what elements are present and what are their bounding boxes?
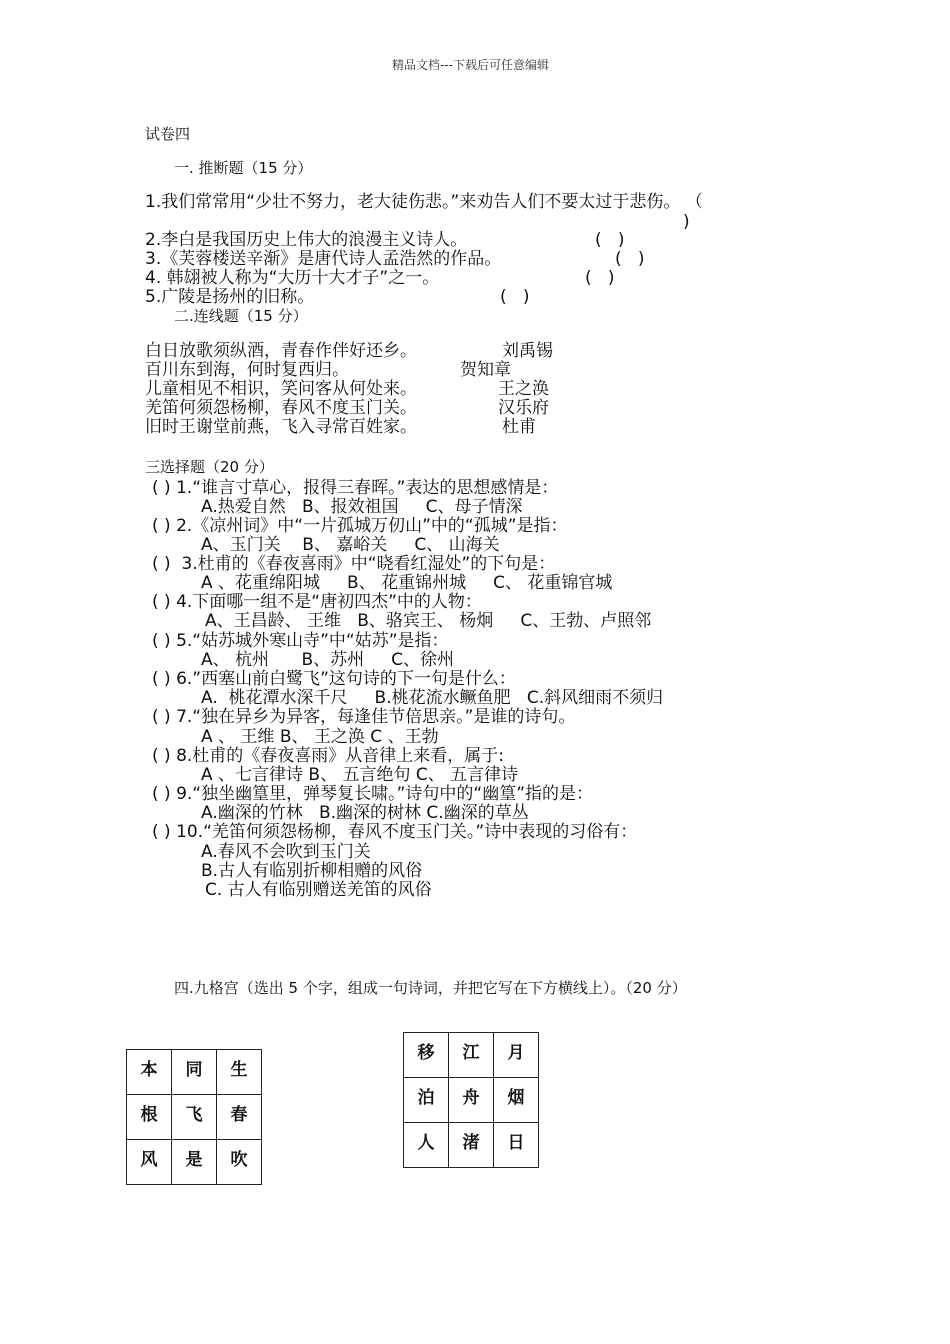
grid-cell: 飞: [172, 1095, 217, 1140]
choice-question: ( ) 3.杜甫的《春夜喜雨》中“晓看红湿处”的下句是：: [152, 554, 556, 574]
choice-options: A 、花重绵阳城 B、 花重锦州城 C、 花重锦官城: [201, 573, 613, 593]
choice-options: A.幽深的竹林 B.幽深的树林 C.幽深的草丛: [201, 803, 529, 823]
grid-cell: 日: [494, 1123, 539, 1168]
section1-heading: 一. 推断题（15 分）: [174, 159, 313, 177]
match-poem-line: 儿童相见不相识，笑问客从何处来。: [145, 379, 417, 399]
section4-heading: 四.九格宫（选出 5 个字，组成一句诗词，并把它写在下方横线上）。（20 分）: [174, 979, 687, 997]
grid-row: [127, 1095, 262, 1140]
match-author: 汉乐府: [498, 398, 549, 418]
section3-heading: 三选择题（20 分）: [145, 458, 274, 476]
match-author: 贺知章: [460, 360, 511, 380]
grid-cell: 烟: [494, 1078, 539, 1123]
grid-cell: 人: [404, 1123, 449, 1168]
grid-row: [404, 1078, 539, 1123]
grid-cell: 根: [127, 1095, 172, 1140]
choice-question: ( ) 9.“独坐幽篁里，弹琴复长啸。”诗句中的“幽篁”指的是：: [152, 784, 594, 804]
section1-q2: 2.李白是我国历史上伟大的浪漫主义诗人。: [145, 230, 468, 250]
choice-options: A、 杭州 B、苏州 C、徐州: [201, 650, 455, 670]
choice-question: ( ) 6.”西塞山前白鹭飞”这句诗的下一句是什么：: [152, 669, 516, 689]
page-header: 精品文档---下载后可任意编辑: [392, 58, 549, 72]
grid-row: [404, 1123, 539, 1168]
grid-cell: 同: [172, 1050, 217, 1095]
choice-options: A、玉门关 B、 嘉峪关 C、 山海关: [201, 535, 500, 555]
grid-row: [127, 1140, 262, 1185]
choice-options: A 、七言律诗 B、 五言绝句 C、 五言律诗: [201, 765, 519, 785]
grid-cell: 春: [217, 1095, 262, 1140]
grid-cell: 月: [494, 1033, 539, 1078]
choice-options: A.热爱自然 B、报效祖国 C、母子情深: [201, 497, 523, 517]
choice-question: ( ) 7.“独在异乡为异客，每逢佳节倍思亲。”是谁的诗句。: [152, 707, 576, 727]
section1-q4-paren: ( ): [585, 268, 615, 288]
choice-question: ( ) 1.“谁言寸草心，报得三春晖。”表达的思想感情是：: [152, 478, 559, 498]
grid-cell: 吹: [217, 1140, 262, 1185]
choice-options: C. 古人有临别赠送羌笛的风俗: [205, 880, 432, 900]
choice-options: A. 桃花潭水深千尺 B.桃花流水鳜鱼肥 C.斜风细雨不须归: [201, 688, 664, 708]
grid-cell: 生: [217, 1050, 262, 1095]
section1-q2-paren: ( ): [595, 230, 625, 250]
section1-q3: 3.《芙蓉楼送辛渐》是唐代诗人孟浩然的作品。: [145, 249, 502, 269]
match-poem-line: 羌笛何须怨杨柳，春风不度玉门关。: [145, 398, 417, 418]
choice-question: ( ) 2.《凉州词》中“一片孤城万仞山”中的“孤城”是指：: [152, 516, 568, 536]
nine-grid-right: [403, 1032, 539, 1168]
nine-grid-left: [126, 1049, 262, 1185]
grid-cell: 移: [404, 1033, 449, 1078]
grid-cell: 泊: [404, 1078, 449, 1123]
choice-question: ( ) 4.下面哪一组不是“唐初四杰”中的人物：: [152, 592, 482, 612]
choice-options: A、王昌龄、 王维 B、骆宾王、 杨炯 C、王勃、卢照邻: [205, 611, 652, 631]
section2-heading: 二.连线题（15 分）: [174, 307, 308, 325]
choice-options: A.春风不会吹到玉门关: [201, 842, 371, 862]
exam-title: 试卷四: [145, 125, 191, 143]
section1-q1-close: ): [683, 212, 690, 232]
grid-cell: 本: [127, 1050, 172, 1095]
section1-q5: 5.广陵是扬州的旧称。: [145, 287, 315, 307]
grid-cell: 是: [172, 1140, 217, 1185]
grid-cell: 舟: [449, 1078, 494, 1123]
choice-options: B.古人有临别折柳相赠的风俗: [201, 861, 423, 881]
grid-cell: 渚: [449, 1123, 494, 1168]
grid-cell: 江: [449, 1033, 494, 1078]
match-author: 王之涣: [498, 379, 549, 399]
section1-q4: 4. 韩翃被人称为“大历十大才子”之一。: [145, 268, 440, 288]
grid-cell: 风: [127, 1140, 172, 1185]
grid-row: [404, 1033, 539, 1078]
choice-question: ( ) 8.杜甫的《春夜喜雨》从音律上来看，属于:: [152, 746, 505, 766]
choice-question: ( ) 10.“羌笛何须怨杨柳，春风不度玉门关。”诗中表现的习俗有：: [152, 822, 638, 842]
match-poem-line: 白日放歌须纵酒，青春作伴好还乡。: [145, 341, 417, 361]
match-poem-line: 百川东到海，何时复西归。: [145, 360, 349, 380]
section1-q1: 1.我们常常用“少壮不努力，老大徒伤悲。”来劝告人们不要太过于悲伤。 （: [145, 192, 703, 212]
match-author: 刘禹锡: [502, 341, 553, 361]
grid-row: [127, 1050, 262, 1095]
match-poem-line: 旧时王谢堂前燕，飞入寻常百姓家。: [145, 417, 417, 437]
section1-q3-paren: ( ): [615, 249, 645, 269]
match-author: 杜甫: [502, 417, 536, 437]
choice-question: ( ) 5.“姑苏城外寒山寺”中“姑苏”是指：: [152, 631, 449, 651]
choice-options: A 、 王维 B、 王之涣 C 、王勃: [201, 727, 439, 747]
section1-q5-paren: ( ): [500, 287, 530, 307]
